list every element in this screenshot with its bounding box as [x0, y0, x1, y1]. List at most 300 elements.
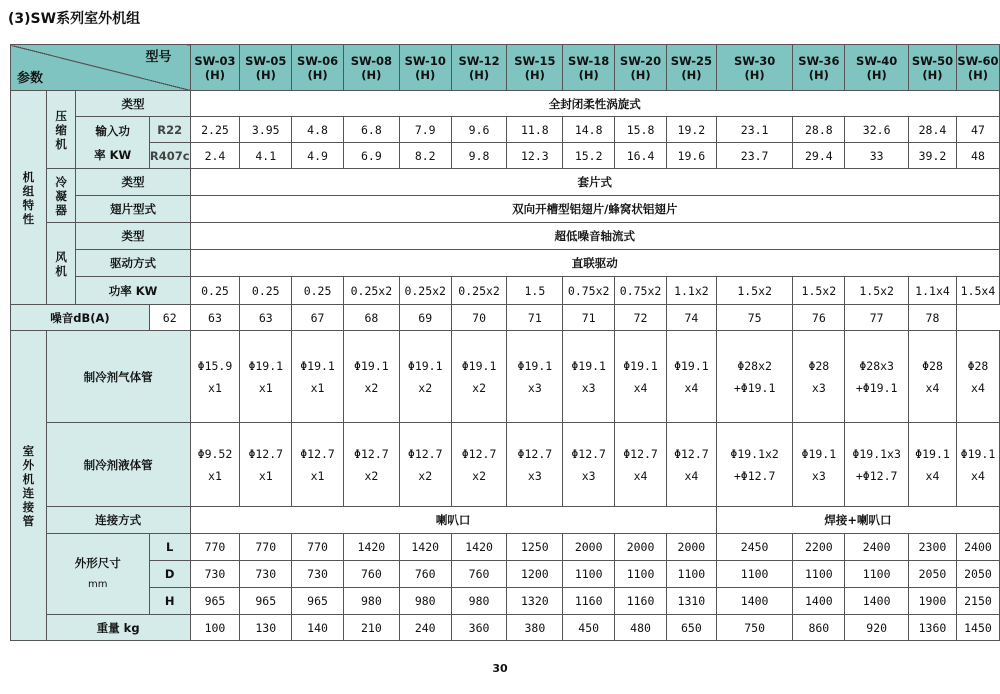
gas-pipe-value	[666, 331, 716, 423]
dim-h-value: 2150	[956, 588, 999, 615]
dim-l-value: 2200	[793, 534, 845, 561]
compressor-type-value: 全封闭柔性涡旋式	[190, 91, 999, 117]
r22-value: 4.8	[292, 117, 344, 143]
dim-l-value: 770	[240, 534, 292, 561]
dim-l-value: 2300	[909, 534, 957, 561]
gas-pipe-value	[956, 331, 999, 423]
liquid-pipe-value-count: x3	[581, 468, 596, 483]
gas-pipe-value-count: x3	[527, 380, 542, 395]
liquid-pipe-value	[563, 423, 615, 507]
r407c-value: 4.9	[292, 143, 344, 169]
r407c-value: 15.2	[563, 143, 615, 169]
liquid-pipe-value	[716, 423, 793, 507]
gas-pipe-value	[716, 331, 793, 423]
compressor-label	[46, 91, 76, 169]
model-header	[909, 45, 957, 91]
dim-d-value: 1200	[507, 561, 563, 588]
model-name: SW-60	[957, 53, 999, 68]
dim-l-value: 2000	[666, 534, 716, 561]
model-header	[190, 45, 240, 91]
r22-value: 32.6	[845, 117, 909, 143]
header-corner	[11, 45, 191, 91]
dim-l-value: 2400	[845, 534, 909, 561]
noise-value: 70	[451, 305, 507, 331]
liquid-pipe-value-size: Φ19.1x2	[730, 446, 779, 461]
model-header	[399, 45, 451, 91]
liquid-pipe-value	[240, 423, 292, 507]
liquid-pipe-value-count: x1	[310, 468, 325, 483]
model-name: SW-18	[568, 53, 610, 68]
dim-d-value: 2050	[909, 561, 957, 588]
gas-pipe-value	[240, 331, 292, 423]
liquid-pipe-value	[292, 423, 344, 507]
model-header	[615, 45, 667, 91]
gas-pipe-value-count: x3	[811, 380, 826, 395]
liquid-pipe-value-size: Φ12.7	[354, 446, 389, 461]
gas-pipe-value-count: +Φ19.1	[733, 380, 776, 395]
compressor-label-text: 压 缩 机	[55, 108, 67, 151]
condenser-type-value: 套片式	[190, 169, 999, 196]
liquid-pipe-value-count: x2	[472, 468, 486, 483]
noise-value: 74	[666, 305, 716, 331]
model-name: SW-40	[856, 53, 898, 68]
liquid-pipe-value-count: x1	[258, 468, 273, 483]
liquid-pipe-value	[909, 423, 957, 507]
dimensions-label-text: 外形尺寸	[74, 556, 121, 570]
fan-power-value: 0.75x2	[615, 277, 667, 305]
gas-pipe-value-size: Φ28x2	[737, 358, 772, 373]
input-power-label-line1: 输入功	[95, 123, 130, 138]
weight-value: 920	[845, 615, 909, 641]
dim-l-value: 2000	[615, 534, 667, 561]
model-suffix: (H)	[808, 67, 829, 82]
gas-pipe-value	[793, 331, 845, 423]
r22-value: 15.8	[615, 117, 667, 143]
drive-label: 驱动方式	[76, 250, 190, 277]
weight-value: 650	[666, 615, 716, 641]
model-suffix: (H)	[866, 67, 887, 82]
dim-l-value: 1420	[451, 534, 507, 561]
dim-h-value: 965	[190, 588, 240, 615]
gas-pipe-value-count: x4	[684, 380, 699, 395]
model-name: SW-30	[734, 53, 776, 68]
dim-h-value: 1160	[563, 588, 615, 615]
r22-value: 11.8	[507, 117, 563, 143]
liquid-pipe-value-count: +Φ12.7	[855, 468, 898, 483]
model-header	[343, 45, 399, 91]
model-name: SW-06	[296, 53, 339, 68]
weight-value: 1450	[956, 615, 999, 641]
liquid-pipe-value	[343, 423, 399, 507]
gas-pipe-value-size: Φ28	[922, 358, 943, 373]
liquid-pipe-value	[666, 423, 716, 507]
group-unit-characteristics	[11, 91, 47, 305]
gas-pipe-value-size: Φ19.1	[517, 358, 553, 373]
r407c-value: 23.7	[716, 143, 793, 169]
gas-pipe-value-count: x1	[310, 380, 325, 395]
dim-d-value: 760	[343, 561, 399, 588]
gas-pipe-value-size: Φ28x3	[859, 358, 894, 373]
dim-h-value: 1310	[666, 588, 716, 615]
fan-power-value: 1.5x2	[793, 277, 845, 305]
noise-value: 63	[190, 305, 240, 331]
liquid-pipe-value	[190, 423, 240, 507]
dim-h-value: 965	[292, 588, 344, 615]
dim-l-value: 2000	[563, 534, 615, 561]
liquid-pipe-value-count: x4	[971, 468, 985, 483]
noise-value: 76	[793, 305, 845, 331]
dim-h-value: 1400	[716, 588, 793, 615]
compressor-type-label: 类型	[76, 91, 190, 117]
dim-l-value: 2450	[716, 534, 793, 561]
weight-value: 240	[399, 615, 451, 641]
r407c-value: 12.3	[507, 143, 563, 169]
model-suffix: (H)	[578, 67, 599, 82]
gas-pipe-value-size: Φ19.1	[248, 358, 284, 373]
liquid-pipe-value-size: Φ19.1	[801, 446, 837, 461]
model-header	[956, 45, 999, 91]
dim-d-value: 1100	[563, 561, 615, 588]
gas-pipe-value	[292, 331, 344, 423]
weight-value: 750	[716, 615, 793, 641]
fan-power-value: 1.5x4	[956, 277, 999, 305]
liquid-pipe-value-size: Φ19.1	[915, 446, 950, 461]
fan-type-label: 类型	[76, 223, 190, 250]
dim-h-value: 965	[240, 588, 292, 615]
model-suffix: (H)	[744, 67, 765, 82]
fan-power-value: 1.5x2	[845, 277, 909, 305]
liquid-pipe-value-size: Φ12.7	[571, 446, 606, 461]
weight-value: 380	[507, 615, 563, 641]
dim-d-value: 730	[240, 561, 292, 588]
r22-value: 2.25	[190, 117, 240, 143]
fan-power-value: 0.75x2	[563, 277, 615, 305]
noise-value: 63	[240, 305, 292, 331]
section-title: (3)SW系列室外机组	[8, 11, 141, 27]
dimensions-unit: mm	[88, 579, 108, 590]
noise-value: 71	[563, 305, 615, 331]
dim-d-value: 1100	[845, 561, 909, 588]
connection-label: 连接方式	[46, 507, 190, 534]
r22-label: R22	[149, 117, 190, 143]
dim-h-value: 1400	[845, 588, 909, 615]
r407c-value: 19.6	[666, 143, 716, 169]
model-header	[292, 45, 344, 91]
spec-table	[10, 44, 1000, 641]
dim-d-value: 730	[190, 561, 240, 588]
dim-h-value: 980	[451, 588, 507, 615]
weight-label: 重量 kg	[46, 615, 190, 641]
liquid-pipe-value-count: x3	[527, 468, 542, 483]
r22-value: 6.8	[343, 117, 399, 143]
model-name: SW-25	[670, 53, 712, 68]
gas-pipe-value-count: x2	[364, 380, 379, 395]
model-suffix: (H)	[524, 67, 545, 82]
connection-flare: 喇叭口	[190, 507, 716, 534]
fan-power-value: 1.1x4	[909, 277, 957, 305]
liquid-pipe-value-count: x4	[684, 468, 699, 483]
gas-pipe-value	[451, 331, 507, 423]
dim-d-value: 1100	[793, 561, 845, 588]
gas-pipe-value-size: Φ19.1	[300, 358, 335, 373]
dim-h-value: 980	[343, 588, 399, 615]
liquid-pipe-value-size: Φ12.7	[623, 446, 658, 461]
dim-h-value: 1400	[793, 588, 845, 615]
gas-pipe-value	[507, 331, 563, 423]
liquid-pipe-value-size: Φ19.1x3	[852, 446, 901, 461]
param-label: 参数	[17, 71, 44, 86]
model-header	[451, 45, 507, 91]
r22-value: 9.6	[451, 117, 507, 143]
group-outdoor-piping-text: 室 外 机 连 接 管	[22, 443, 35, 528]
r407c-value: 48	[956, 143, 999, 169]
liquid-pipe-value-size: Φ12.7	[248, 446, 284, 461]
model-suffix: (H)	[307, 67, 328, 82]
liquid-pipe-value-count: x4	[925, 468, 940, 483]
gas-pipe-value-count: x3	[581, 380, 596, 395]
fan-power-value: 0.25x2	[343, 277, 399, 305]
liquid-pipe-value-size: Φ12.7	[300, 446, 335, 461]
r407c-value: 2.4	[190, 143, 240, 169]
dim-h-value: 1160	[615, 588, 667, 615]
dim-d-value: 1100	[716, 561, 793, 588]
gas-pipe-value-size: Φ15.9	[197, 358, 233, 373]
model-header	[845, 45, 909, 91]
noise-value: 68	[343, 305, 399, 331]
dim-h-label: H	[149, 588, 190, 615]
r22-value: 19.2	[666, 117, 716, 143]
gas-pipe-value	[399, 331, 451, 423]
r407c-value: 16.4	[615, 143, 667, 169]
liquid-pipe-value-count: x2	[418, 468, 433, 483]
r407c-value: 8.2	[399, 143, 451, 169]
model-suffix: (H)	[204, 67, 226, 82]
fan-power-value: 0.25	[240, 277, 292, 305]
dim-l-value: 770	[190, 534, 240, 561]
gas-pipe-value-size: Φ19.1	[571, 358, 606, 373]
model-name: SW-05	[245, 53, 287, 68]
noise-value: 69	[399, 305, 451, 331]
liquid-pipe-value-count: x4	[633, 468, 648, 483]
weight-value: 860	[793, 615, 845, 641]
dim-d-value: 760	[451, 561, 507, 588]
dim-l-value: 1420	[343, 534, 399, 561]
model-header	[240, 45, 292, 91]
gas-pipe-value-size: Φ19.1	[354, 358, 389, 373]
fin-type-value: 双向开槽型铝翅片/蜂窝状铝翅片	[190, 196, 999, 223]
condenser-label	[46, 169, 76, 223]
weight-value: 130	[240, 615, 292, 641]
model-name: SW-10	[404, 53, 446, 68]
condenser-type-label: 类型	[76, 169, 190, 196]
gas-pipe-value-count: x4	[971, 380, 985, 395]
gas-pipe-value-count: x1	[208, 380, 222, 395]
liquid-pipe-value-size: Φ9.52	[197, 446, 233, 461]
fin-type-label: 翅片型式	[76, 196, 190, 223]
fan-label	[46, 223, 76, 305]
gas-pipe-value	[190, 331, 240, 423]
weight-value: 450	[563, 615, 615, 641]
model-header	[793, 45, 845, 91]
weight-value: 210	[343, 615, 399, 641]
input-power-label-line2: 率 KW	[94, 147, 132, 162]
model-header	[666, 45, 716, 91]
connection-weld-flare: 焊接+喇叭口	[716, 507, 999, 534]
model-header	[507, 45, 563, 91]
dim-l-value: 1250	[507, 534, 563, 561]
gas-pipe-value-count: +Φ19.1	[855, 380, 898, 395]
gas-pipe-value-count: x1	[258, 380, 273, 395]
group-unit-characteristics-text: 机 组 特 性	[22, 169, 35, 226]
fan-power-label: 功率 KW	[76, 277, 190, 305]
liquid-pipe-label: 制冷剂液体管	[46, 423, 190, 507]
gas-pipe-value-size: Φ19.1	[461, 358, 497, 373]
fan-power-value: 1.1x2	[666, 277, 716, 305]
liquid-pipe-value	[845, 423, 909, 507]
noise-value: 72	[615, 305, 667, 331]
liquid-pipe-value-size: Φ12.7	[461, 446, 497, 461]
gas-pipe-value	[615, 331, 667, 423]
liquid-pipe-value-count: x2	[364, 468, 379, 483]
liquid-pipe-value-count: x1	[208, 468, 222, 483]
gas-pipe-value-size: Φ19.1	[407, 358, 443, 373]
gas-pipe-value	[909, 331, 957, 423]
liquid-pipe-value-size: Φ12.7	[674, 446, 709, 461]
model-suffix: (H)	[967, 67, 989, 82]
model-suffix: (H)	[469, 67, 490, 82]
drive-value: 直联驱动	[190, 250, 999, 277]
gas-pipe-value-size: Φ19.1	[674, 358, 709, 373]
model-name: SW-36	[798, 53, 840, 68]
r22-value: 28.4	[909, 117, 957, 143]
condenser-label-text: 冷 凝 器	[55, 174, 67, 217]
model-suffix: (H)	[630, 67, 651, 82]
page-number: 30	[492, 662, 508, 675]
fan-type-value: 超低噪音轴流式	[190, 223, 999, 250]
r22-value: 7.9	[399, 117, 451, 143]
model-name: SW-20	[619, 53, 662, 68]
dim-h-value: 1900	[909, 588, 957, 615]
gas-pipe-value	[845, 331, 909, 423]
r407c-label: R407c	[149, 143, 190, 169]
model-suffix: (H)	[681, 67, 702, 82]
liquid-pipe-value-size: Φ12.7	[407, 446, 443, 461]
gas-pipe-value-count: x4	[633, 380, 648, 395]
model-suffix: (H)	[361, 67, 382, 82]
dim-d-value: 730	[292, 561, 344, 588]
gas-pipe-value-size: Φ19.1	[623, 358, 658, 373]
liquid-pipe-value	[507, 423, 563, 507]
r22-value: 28.8	[793, 117, 845, 143]
fan-power-value: 1.5	[507, 277, 563, 305]
liquid-pipe-value	[956, 423, 999, 507]
noise-label: 噪音dB(A)	[11, 305, 150, 331]
dim-d-label: D	[149, 561, 190, 588]
dimensions-label	[46, 534, 149, 615]
model-suffix: (H)	[415, 67, 436, 82]
noise-value: 67	[292, 305, 344, 331]
weight-value: 1360	[909, 615, 957, 641]
model-name: SW-03	[194, 53, 236, 68]
model-name: SW-12	[458, 53, 500, 68]
gas-pipe-value-count: x2	[418, 380, 433, 395]
r22-value: 47	[956, 117, 999, 143]
liquid-pipe-value	[615, 423, 667, 507]
model-suffix: (H)	[255, 67, 276, 82]
fan-power-value: 0.25	[190, 277, 240, 305]
r407c-value: 33	[845, 143, 909, 169]
liquid-pipe-value-count: x3	[811, 468, 826, 483]
dim-d-value: 1100	[666, 561, 716, 588]
fan-power-value: 0.25x2	[399, 277, 451, 305]
model-name: SW-08	[350, 53, 392, 68]
gas-pipe-value-count: x4	[925, 380, 940, 395]
r22-value: 14.8	[563, 117, 615, 143]
dim-l-value: 770	[292, 534, 344, 561]
r407c-value: 6.9	[343, 143, 399, 169]
r407c-value: 39.2	[909, 143, 957, 169]
liquid-pipe-value	[399, 423, 451, 507]
gas-pipe-value	[343, 331, 399, 423]
weight-value: 140	[292, 615, 344, 641]
liquid-pipe-value-count: +Φ12.7	[733, 468, 776, 483]
dim-d-value: 760	[399, 561, 451, 588]
dim-l-value: 1420	[399, 534, 451, 561]
model-header	[716, 45, 793, 91]
liquid-pipe-value-size: Φ12.7	[517, 446, 553, 461]
r407c-value: 29.4	[793, 143, 845, 169]
weight-value: 100	[190, 615, 240, 641]
model-header	[563, 45, 615, 91]
fan-power-value: 0.25	[292, 277, 344, 305]
gas-pipe-label: 制冷剂气体管	[46, 331, 190, 423]
r407c-value: 9.8	[451, 143, 507, 169]
dim-l-value: 2400	[956, 534, 999, 561]
dim-d-value: 1100	[615, 561, 667, 588]
r22-value: 23.1	[716, 117, 793, 143]
gas-pipe-value	[563, 331, 615, 423]
model-label: 型号	[145, 50, 172, 65]
model-name: SW-50	[911, 53, 954, 68]
liquid-pipe-value	[793, 423, 845, 507]
weight-value: 480	[615, 615, 667, 641]
gas-pipe-value-size: Φ28	[967, 358, 989, 373]
gas-pipe-value-count: x2	[472, 380, 486, 395]
input-power-label	[76, 117, 149, 169]
noise-value: 71	[507, 305, 563, 331]
fan-power-value: 1.5x2	[716, 277, 793, 305]
liquid-pipe-value	[451, 423, 507, 507]
group-outdoor-piping	[11, 331, 47, 641]
dim-l-label: L	[149, 534, 190, 561]
r407c-value: 4.1	[240, 143, 292, 169]
model-name: SW-15	[514, 53, 556, 68]
dim-h-value: 1320	[507, 588, 563, 615]
fan-power-value: 0.25x2	[451, 277, 507, 305]
noise-value: 78	[909, 305, 957, 331]
fan-label-text: 风 机	[55, 249, 67, 278]
noise-value: 77	[845, 305, 909, 331]
noise-value: 62	[149, 305, 190, 331]
noise-value: 75	[716, 305, 793, 331]
weight-value: 360	[451, 615, 507, 641]
model-suffix: (H)	[922, 67, 943, 82]
dim-d-value: 2050	[956, 561, 999, 588]
r22-value: 3.95	[240, 117, 292, 143]
gas-pipe-value-size: Φ28	[808, 358, 830, 373]
liquid-pipe-value-size: Φ19.1	[960, 446, 996, 461]
dim-h-value: 980	[399, 588, 451, 615]
